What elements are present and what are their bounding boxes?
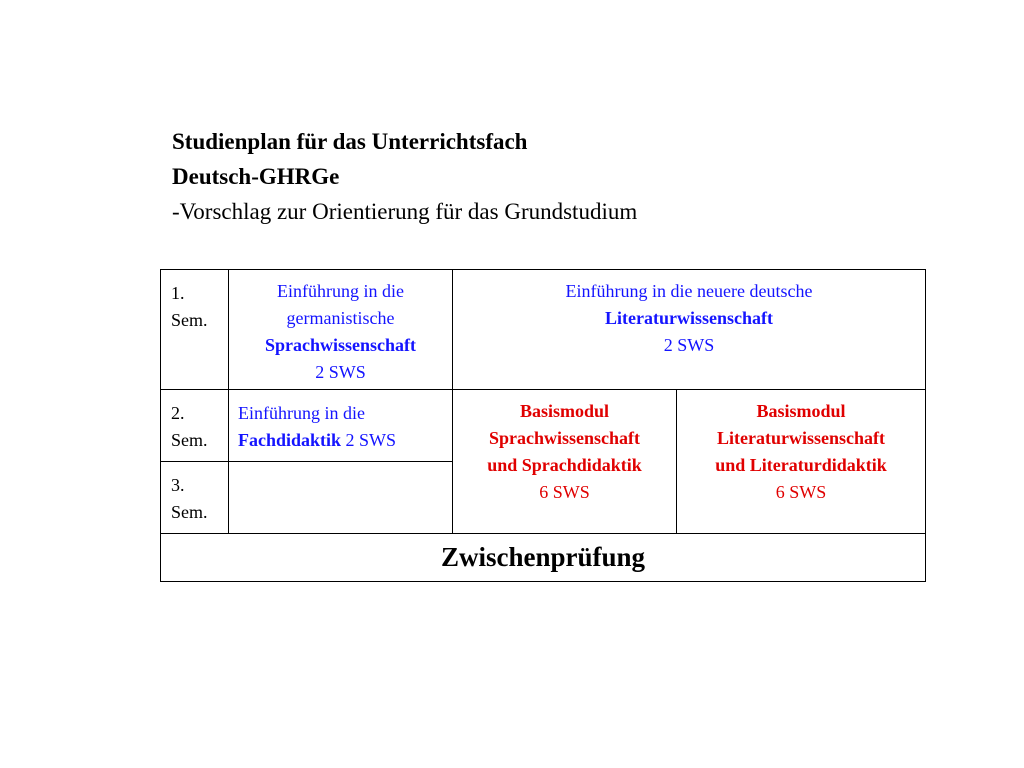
cell-text: Literaturwissenschaft (717, 428, 885, 448)
cell-text: Einführung in die neuere deutsche (565, 281, 813, 301)
semester-2-cell (161, 390, 229, 462)
cell-text: Sprachwissenschaft (488, 428, 640, 448)
heading-title: Studienplan für das Unterrichtsfach (172, 129, 528, 154)
cell-text: 2 SWS (663, 335, 715, 355)
cell-text: Sprachwissenschaft (264, 335, 416, 355)
cell-text: Basismodul (756, 401, 846, 421)
cell-text: Einführung in die (277, 281, 404, 301)
basismodul-sprach-cell (453, 390, 677, 534)
zwischenpruefung-cell: Zwischenprüfung (161, 534, 926, 582)
study-plan-table (160, 269, 926, 582)
basismodul-lit-cell (677, 390, 926, 534)
semester-1-cell (161, 270, 229, 390)
cell-text: Fachdidaktik (238, 430, 342, 450)
cell-text: 6 SWS (539, 482, 590, 502)
semester-label: Sem. (171, 502, 208, 522)
semester-number: 3. (171, 475, 185, 495)
semester-3-cell (161, 462, 229, 534)
semester-label: Sem. (171, 430, 208, 450)
cell-text: 2 SWS (315, 362, 366, 382)
table-row (161, 390, 926, 462)
cell-text: 2 SWS (341, 430, 397, 450)
semester-number: 2. (171, 403, 185, 423)
sprachwissenschaft-intro-cell (229, 270, 453, 390)
fachdidaktik-intro-cell (229, 390, 453, 462)
table-row (161, 270, 926, 390)
cell-text: Einführung in die (238, 403, 365, 423)
cell-text: Literaturwissenschaft (605, 308, 773, 328)
cell-text: 6 SWS (775, 482, 827, 502)
cell-text: und Sprachdidaktik (487, 455, 642, 475)
empty-cell (229, 462, 453, 534)
heading-subtitle: -Vorschlag zur Orientierung für das Grundstudium (172, 199, 638, 224)
semester-label: Sem. (171, 310, 208, 330)
heading-subject: Deutsch-GHRGe (172, 164, 340, 189)
page-heading (172, 124, 637, 229)
semester-number: 1. (171, 283, 185, 303)
cell-text: germanistische (286, 308, 395, 328)
cell-text: und Literaturdidaktik (715, 455, 887, 475)
table-row (161, 534, 926, 582)
cell-text: Basismodul (519, 401, 610, 421)
literaturwissenschaft-intro-cell (453, 270, 926, 390)
